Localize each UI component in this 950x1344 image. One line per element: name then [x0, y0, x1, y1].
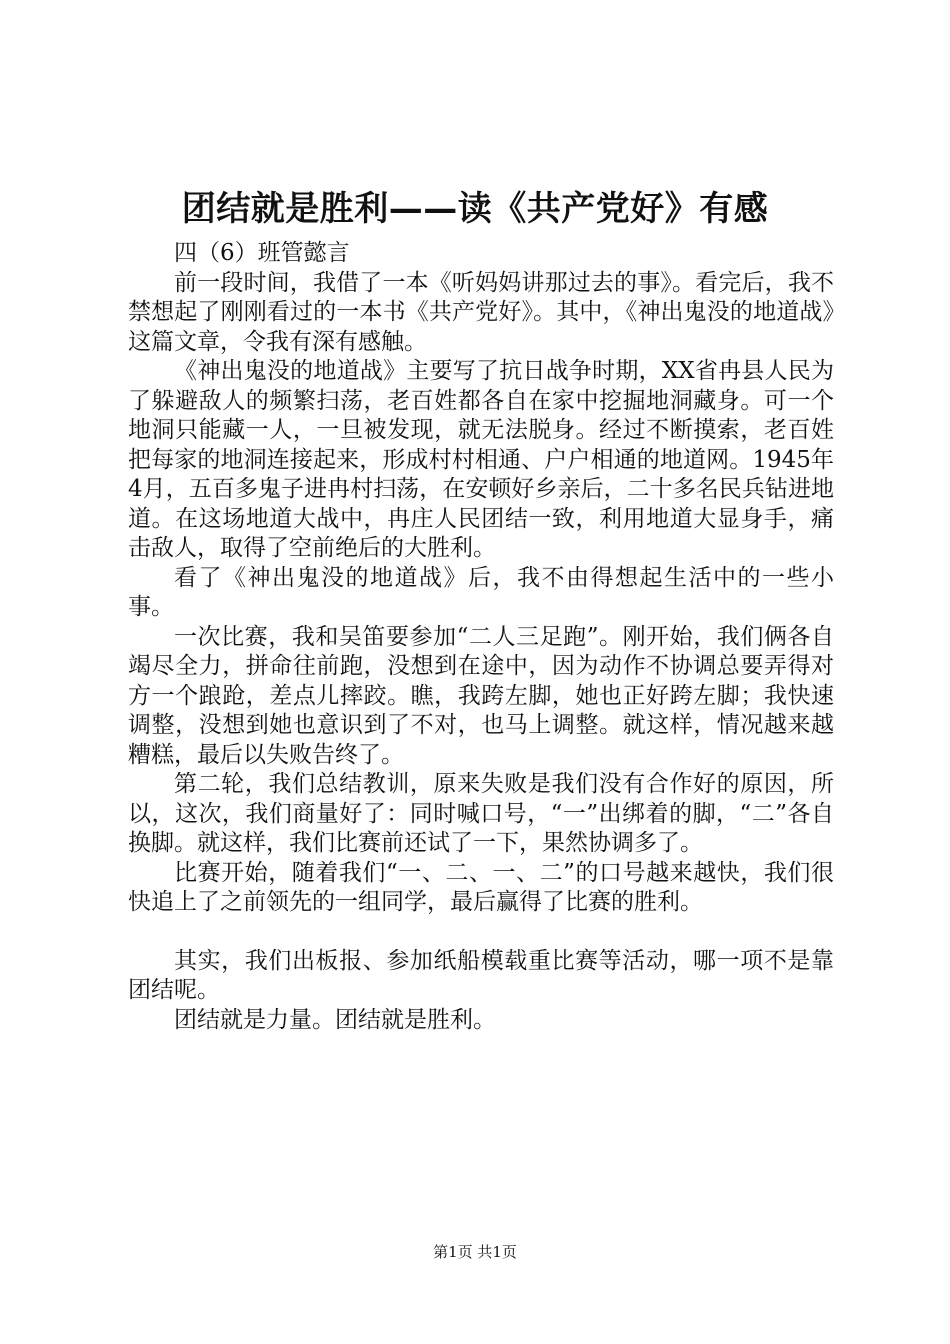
paragraph-6: 比赛开始，随着我们“一、二、一、二”的口号越来越快，我们很快追上了之前领先的一组同学，最后赢得了比赛的胜利。	[128, 859, 834, 915]
paragraph-2: 《神出鬼没的地道战》主要写了抗日战争时期，XX省冉县人民为了躲避敌人的频繁扫荡，老百姓都各自在家中挖掘地洞藏身。可一个地洞只能藏一人，一旦被发现，就无法脱身。经过不断摸索，老百姓把每家的地洞连接起来，形成村村相通、户户相通的地道网。1945年4月，五百多鬼子进冉村扫荡，在安顿好乡亲后，二十多名民兵钻进地道。在这场地道大战中，冉庄人民团结一致，利用地道大显身手，痛击敌人，取得了空前绝后的大胜利。	[128, 358, 834, 561]
paragraph-1: 前一段时间，我借了一本《听妈妈讲那过去的事》。看完后，我不禁想起了刚刚看过的一本书《共产党好》。其中，《神出鬼没的地道战》这篇文章，令我有深有感触。	[128, 269, 834, 355]
document-title: 团结就是胜利——读《共产党好》有感	[181, 189, 769, 229]
paragraph-4: 一次比赛，我和吴笛要参加“二人三足跑”。刚开始，我们俩各自竭尽全力，拼命往前跑，没想到在途中，因为动作不协调总要弄得对方一个踉跄，差点儿摔跤。瞧，我跨左脚，她也正好跨左脚；我快速调整，没想到她也意识到了不对，也马上调整。就这样，情况越来越糟糕，最后以失败告终了。	[128, 623, 834, 768]
paragraph-3: 看了《神出鬼没的地道战》后，我不由得想起生活中的一些小事。	[128, 564, 834, 620]
paragraph-8: 团结就是力量。团结就是胜利。	[174, 1006, 496, 1033]
author-line: 四（6）班管懿言	[174, 240, 350, 266]
page-footer: 第1页 共1页	[433, 1243, 517, 1261]
paragraph-7: 其实，我们出板报、参加纸船模载重比赛等活动，哪一项不是靠团结呢。	[128, 947, 834, 1003]
document-body	[128, 239, 834, 1035]
paragraph-5: 第二轮，我们总结教训，原来失败是我们没有合作好的原因，所以，这次，我们商量好了：同时喊口号，“一”出绑着的脚，“二”各自换脚。就这样，我们比赛前还试了一下，果然协调多了。	[128, 771, 834, 856]
